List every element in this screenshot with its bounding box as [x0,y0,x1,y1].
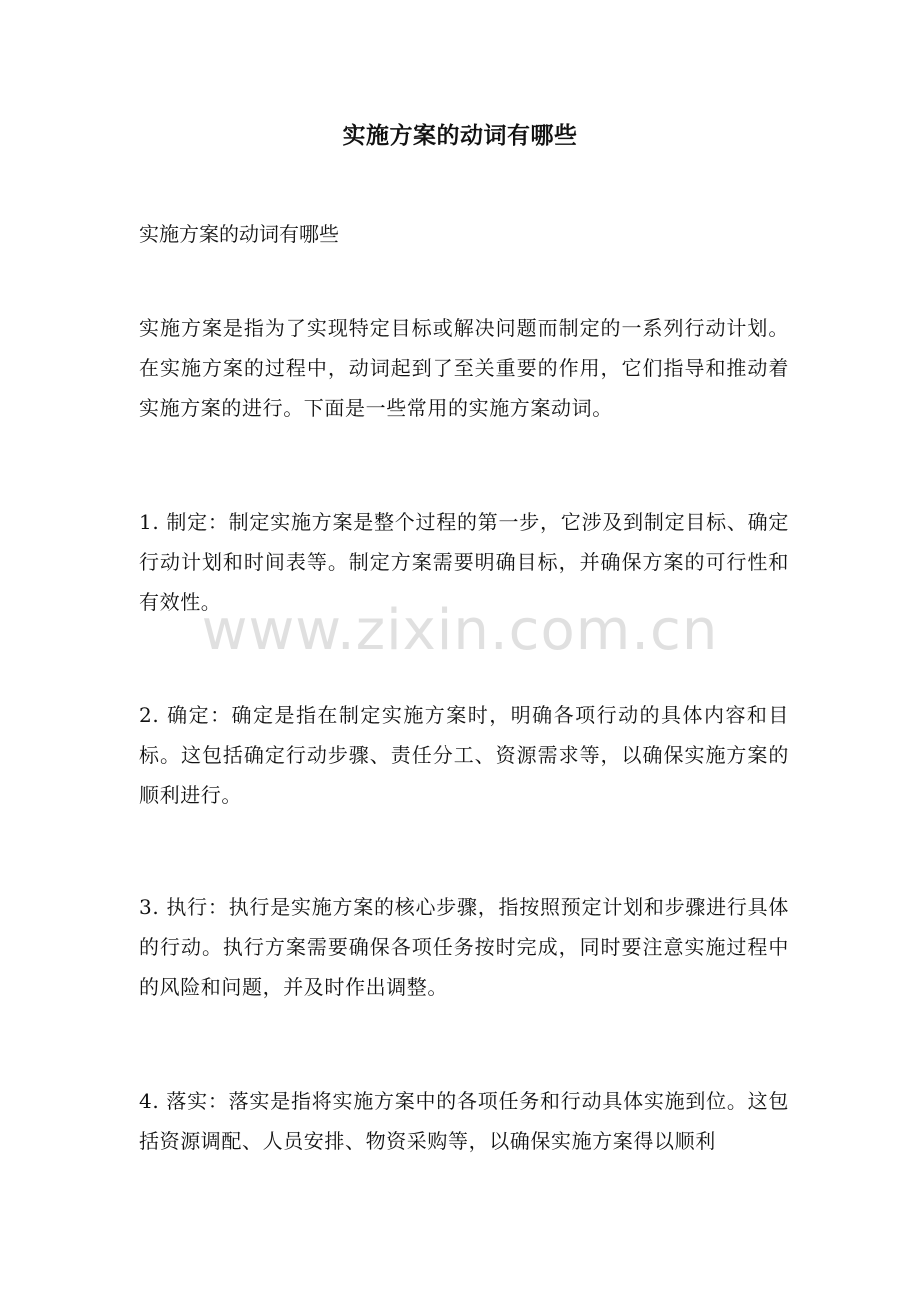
paragraph-4: 4. 落实：落实是指将实施方案中的各项任务和行动具体实施到位。这包括资源调配、人员安排、物资采购等，以确保实施方案得以顺利 [139,1089,789,1153]
paragraph-3: 3. 执行：执行是实施方案的核心步骤，指按照预定计划和步骤进行具体的行动。执行方案需要确保各项任务按时完成，同时要注意实施过程中的风险和问题，并及时作出调整。 [139,895,789,999]
paragraph-2: 2. 确定：确定是指在制定实施方案时，明确各项行动的具体内容和目标。这包括确定行动步骤、责任分工、资源需求等，以确保实施方案的顺利进行。 [139,703,789,807]
document-subtitle: 实施方案的动词有哪些 [139,222,339,246]
intro-paragraph: 实施方案是指为了实现特定目标或解决问题而制定的一系列行动计划。在实施方案的过程中，动词起到了至关重要的作用，它们指导和推动着实施方案的进行。下面是一些常用的实施方案动词。 [139,316,789,420]
watermark: www.zixin.com.cn [201,598,719,663]
paragraph-1: 1. 制定：制定实施方案是整个过程的第一步，它涉及到制定目标、确定行动计划和时间表等。制定方案需要明确目标，并确保方案的可行性和有效性。 [139,510,789,614]
document-title: 实施方案的动词有哪些 [342,122,578,149]
